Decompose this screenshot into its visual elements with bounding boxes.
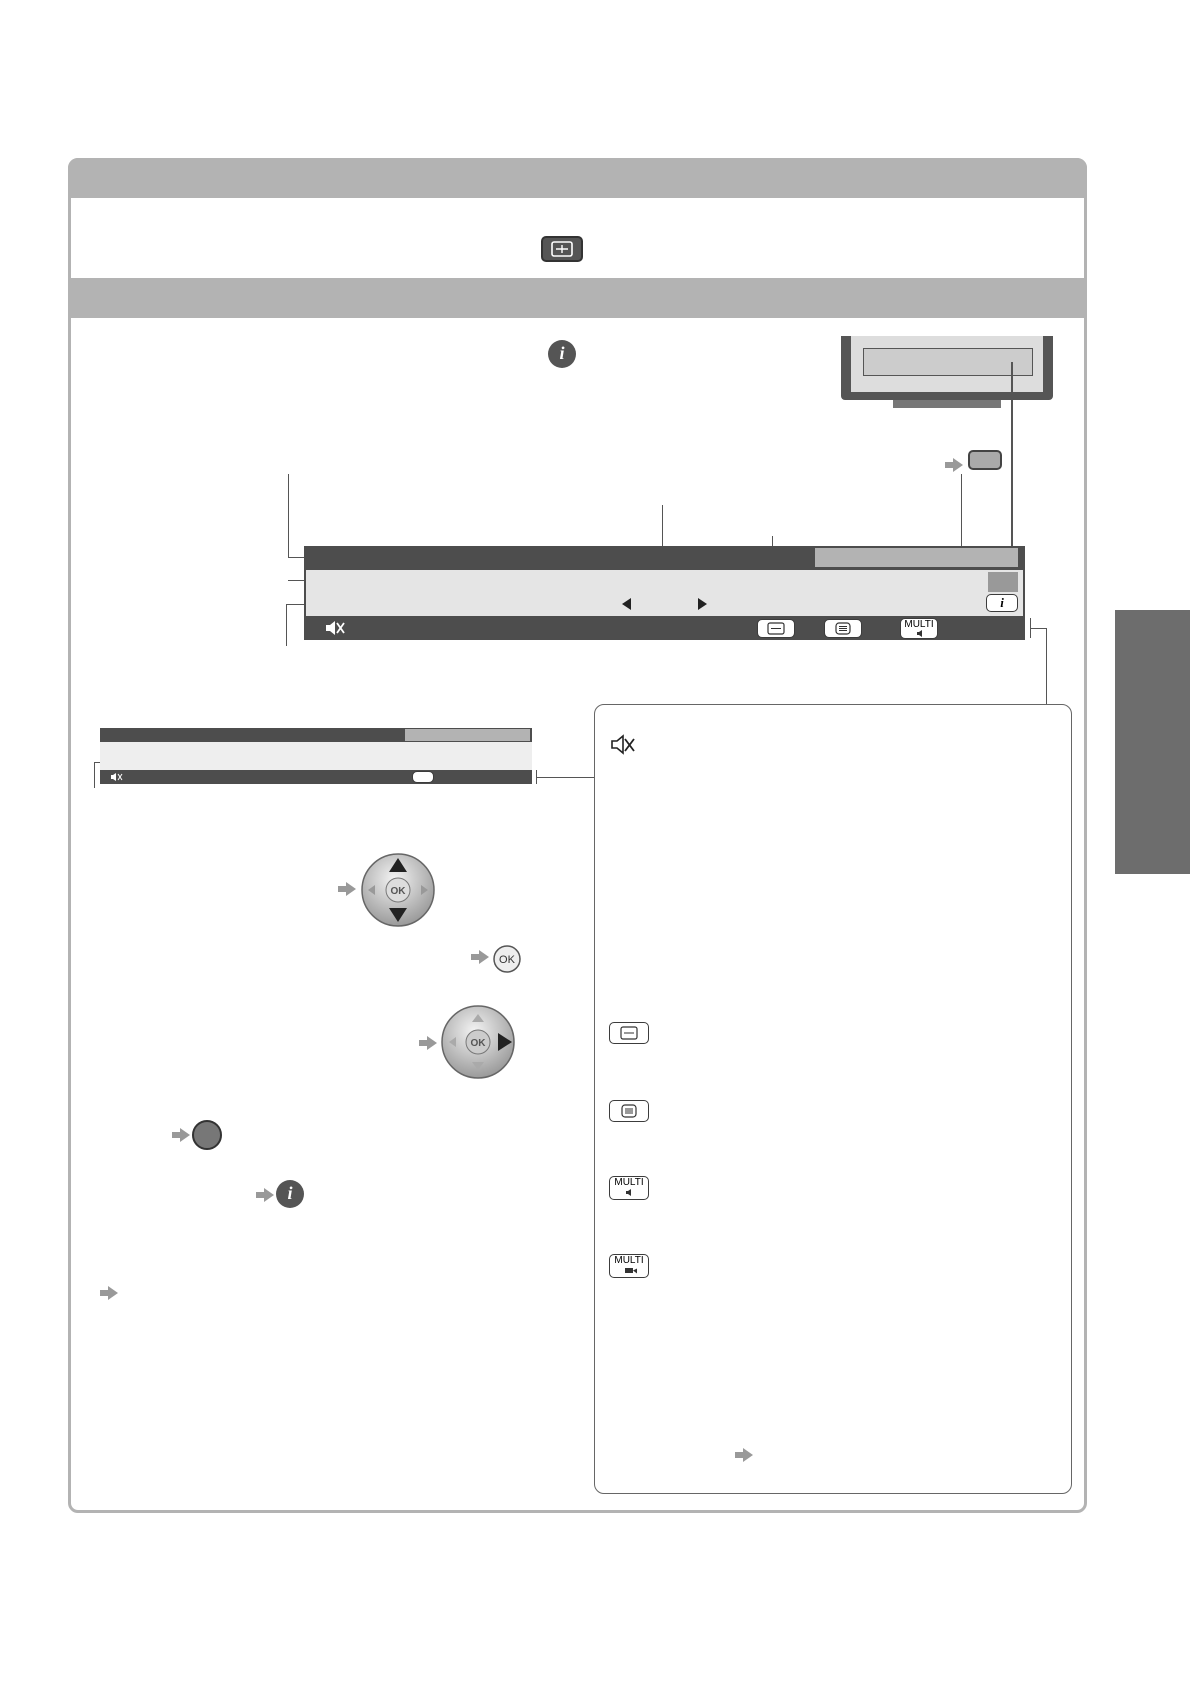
callout-line-4 (961, 474, 962, 550)
tv-stand (893, 400, 1001, 408)
callout-line-to-box (1046, 628, 1047, 704)
mini-banner-highlight (405, 729, 530, 741)
multi-video-icon-legend: MULTI (609, 1254, 649, 1278)
color-key-icon (968, 450, 1002, 470)
right-triangle-icon (698, 598, 707, 610)
mini-callout-right (536, 777, 594, 778)
side-tab (1115, 610, 1190, 874)
mute-icon-large (610, 734, 636, 756)
callout-line-2 (662, 505, 663, 549)
right-info-box (594, 704, 1072, 1494)
callout-line-1 (288, 474, 289, 558)
teletext-icon (824, 619, 862, 638)
aspect-icon-legend (609, 1022, 649, 1044)
callout-line-6 (286, 604, 287, 646)
left-triangle-icon (622, 598, 631, 610)
banner-bracket-h (1030, 628, 1046, 629)
svg-text:OK: OK (390, 886, 406, 897)
svg-text:OK: OK (470, 1038, 486, 1049)
banner-top-highlight (815, 548, 1018, 567)
svg-text:OK: OK (499, 954, 515, 966)
info-icon: i (548, 340, 576, 368)
mini-callout-left (94, 762, 95, 788)
color-button-icon (192, 1120, 222, 1150)
ok-button-icon (492, 944, 522, 974)
banner-info-key: i (986, 594, 1018, 612)
callout-line-tv (1011, 362, 1013, 548)
cursor-pad-right-icon (440, 1004, 516, 1080)
multi-audio-icon-legend: MULTI (609, 1176, 649, 1200)
info-icon-small: i (276, 1180, 304, 1208)
banner-color-box (988, 572, 1018, 592)
aspect-icon (757, 619, 795, 638)
tv-illustration (841, 336, 1053, 400)
section-header-1 (68, 158, 1087, 198)
cursor-pad-updown-icon (360, 852, 436, 928)
aspect-key-icon (541, 236, 583, 262)
mute-icon (324, 619, 346, 637)
banner-middle (304, 570, 1025, 616)
section-header-2 (68, 278, 1087, 318)
teletext-icon-small (412, 771, 434, 783)
mini-callout-left-h (94, 762, 100, 763)
mini-banner-bottom (100, 770, 532, 784)
teletext-icon-legend (609, 1100, 649, 1122)
multi-audio-icon: MULTI (900, 618, 938, 639)
mute-icon-small (110, 772, 124, 782)
mini-banner-middle (100, 742, 532, 770)
